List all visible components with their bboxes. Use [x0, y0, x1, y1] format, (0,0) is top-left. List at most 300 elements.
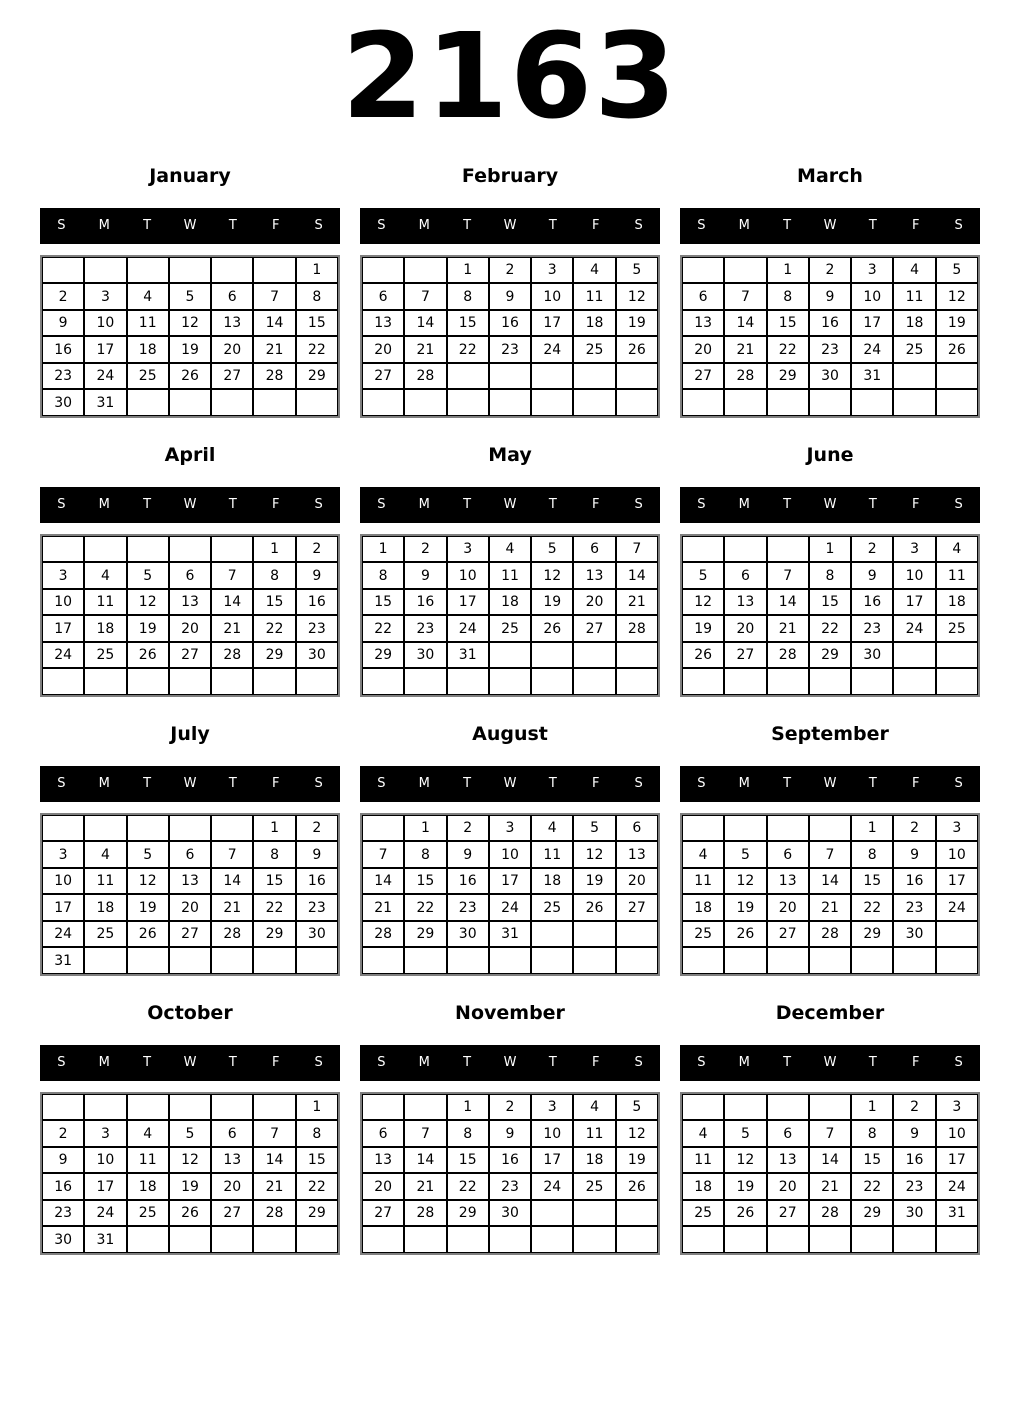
day-cell: 18 — [573, 1147, 615, 1174]
week-row — [362, 921, 658, 948]
day-cell: 26 — [573, 894, 615, 921]
week-row — [682, 257, 978, 284]
day-cell: 5 — [169, 1120, 211, 1147]
day-cell: 24 — [84, 1200, 126, 1227]
week-row — [42, 257, 338, 284]
month-title: September — [771, 722, 889, 745]
day-cell: 12 — [573, 841, 615, 868]
week-row — [362, 363, 658, 390]
week-row — [682, 363, 978, 390]
month-title: January — [149, 164, 231, 187]
day-cell: 31 — [447, 642, 489, 669]
day-cell: 1 — [404, 815, 446, 842]
week-row — [42, 1120, 338, 1147]
week-row — [362, 389, 658, 416]
day-cell: 23 — [42, 1200, 84, 1227]
day-cell: 3 — [936, 815, 978, 842]
empty-day-cell — [127, 668, 169, 695]
day-cell: 17 — [84, 1173, 126, 1200]
week-row — [42, 1226, 338, 1253]
day-cell: 23 — [809, 336, 851, 363]
month-august — [360, 713, 660, 976]
empty-day-cell — [362, 1094, 404, 1121]
day-cell: 24 — [936, 1173, 978, 1200]
empty-day-cell — [767, 668, 809, 695]
week-row — [42, 921, 338, 948]
weekday-label: F — [911, 218, 920, 234]
day-cell: 11 — [127, 310, 169, 337]
week-row — [682, 310, 978, 337]
empty-day-cell — [573, 921, 615, 948]
empty-day-cell — [531, 363, 573, 390]
empty-day-cell — [404, 947, 446, 974]
day-cell: 28 — [809, 921, 851, 948]
day-cell: 19 — [616, 1147, 658, 1174]
day-cell: 6 — [211, 283, 253, 310]
day-cell: 22 — [253, 615, 295, 642]
day-cell: 29 — [767, 363, 809, 390]
empty-day-cell — [936, 921, 978, 948]
day-cell: 17 — [936, 868, 978, 895]
day-cell: 6 — [616, 815, 658, 842]
day-cell: 3 — [936, 1094, 978, 1121]
day-cell: 3 — [84, 1120, 126, 1147]
day-cell: 14 — [362, 868, 404, 895]
empty-day-cell — [573, 1200, 615, 1227]
day-cell: 9 — [809, 283, 851, 310]
day-cell: 23 — [447, 894, 489, 921]
day-cell: 19 — [531, 589, 573, 616]
week-row — [42, 1200, 338, 1227]
weekday-label: S — [57, 1055, 66, 1071]
day-cell: 30 — [404, 642, 446, 669]
empty-day-cell — [489, 668, 531, 695]
day-cell: 15 — [296, 310, 338, 337]
day-cell: 31 — [84, 389, 126, 416]
day-cell: 13 — [211, 1147, 253, 1174]
empty-day-cell — [211, 389, 253, 416]
day-cell: 12 — [127, 868, 169, 895]
day-cell: 21 — [809, 894, 851, 921]
week-row — [682, 815, 978, 842]
day-cell: 8 — [296, 283, 338, 310]
month-days-table — [360, 1092, 660, 1255]
empty-day-cell — [296, 668, 338, 695]
empty-day-cell — [296, 389, 338, 416]
month-days-table — [680, 534, 980, 697]
day-cell: 7 — [253, 283, 295, 310]
empty-day-cell — [851, 1226, 893, 1253]
day-cell: 30 — [447, 921, 489, 948]
empty-day-cell — [724, 536, 766, 563]
weekday-label: T — [463, 497, 472, 513]
weekday-label: T — [228, 776, 237, 792]
day-cell: 12 — [616, 283, 658, 310]
week-row — [42, 668, 338, 695]
empty-day-cell — [169, 389, 211, 416]
day-cell: 8 — [851, 1120, 893, 1147]
day-cell: 9 — [851, 562, 893, 589]
day-cell: 11 — [682, 868, 724, 895]
day-cell: 1 — [296, 1094, 338, 1121]
empty-day-cell — [253, 668, 295, 695]
empty-day-cell — [127, 389, 169, 416]
month-october — [40, 992, 340, 1255]
month-june — [680, 434, 980, 697]
week-row — [362, 589, 658, 616]
day-cell: 17 — [531, 1147, 573, 1174]
empty-day-cell — [767, 536, 809, 563]
day-cell: 4 — [84, 841, 126, 868]
weekday-label: M — [738, 218, 750, 234]
day-cell: 11 — [573, 283, 615, 310]
week-row — [362, 1147, 658, 1174]
day-cell: 10 — [936, 841, 978, 868]
month-days-table — [680, 813, 980, 976]
day-cell: 25 — [489, 615, 531, 642]
day-cell: 2 — [296, 536, 338, 563]
day-cell: 22 — [296, 336, 338, 363]
day-cell: 7 — [404, 283, 446, 310]
week-row — [42, 283, 338, 310]
day-cell: 7 — [253, 1120, 295, 1147]
weekday-label: M — [418, 218, 430, 234]
day-cell: 7 — [211, 841, 253, 868]
day-cell: 4 — [573, 1094, 615, 1121]
week-row — [42, 615, 338, 642]
weekday-label: T — [228, 218, 237, 234]
day-cell: 1 — [362, 536, 404, 563]
empty-day-cell — [851, 389, 893, 416]
week-row — [42, 1147, 338, 1174]
day-cell: 17 — [84, 336, 126, 363]
day-cell: 18 — [573, 310, 615, 337]
month-days-table — [40, 255, 340, 418]
day-cell: 9 — [42, 1147, 84, 1174]
day-cell: 1 — [447, 257, 489, 284]
day-cell: 2 — [851, 536, 893, 563]
day-cell: 6 — [362, 1120, 404, 1147]
empty-day-cell — [211, 1094, 253, 1121]
empty-day-cell — [127, 536, 169, 563]
month-days-table — [40, 534, 340, 697]
day-cell: 20 — [211, 1173, 253, 1200]
day-cell: 19 — [127, 894, 169, 921]
day-cell: 10 — [84, 310, 126, 337]
day-cell: 22 — [296, 1173, 338, 1200]
day-cell: 8 — [767, 283, 809, 310]
day-cell: 6 — [682, 283, 724, 310]
week-row — [42, 536, 338, 563]
day-cell: 26 — [169, 1200, 211, 1227]
day-cell: 25 — [127, 363, 169, 390]
day-cell: 1 — [296, 257, 338, 284]
day-cell: 11 — [573, 1120, 615, 1147]
empty-day-cell — [724, 257, 766, 284]
day-cell: 25 — [573, 336, 615, 363]
day-cell: 14 — [809, 868, 851, 895]
day-cell: 16 — [404, 589, 446, 616]
week-row — [682, 283, 978, 310]
empty-day-cell — [84, 815, 126, 842]
day-cell: 10 — [936, 1120, 978, 1147]
weekday-label: W — [183, 1055, 197, 1071]
empty-day-cell — [616, 947, 658, 974]
day-cell: 15 — [447, 1147, 489, 1174]
day-cell: 5 — [682, 562, 724, 589]
empty-day-cell — [616, 921, 658, 948]
weekday-header-bar — [40, 1045, 340, 1081]
day-cell: 6 — [169, 841, 211, 868]
day-cell: 23 — [893, 1173, 935, 1200]
weekday-label: T — [783, 497, 792, 513]
day-cell: 13 — [616, 841, 658, 868]
day-cell: 20 — [169, 894, 211, 921]
weekday-label: T — [868, 1055, 877, 1071]
empty-day-cell — [893, 642, 935, 669]
empty-day-cell — [42, 815, 84, 842]
day-cell: 10 — [42, 868, 84, 895]
empty-day-cell — [724, 389, 766, 416]
month-days-table — [680, 255, 980, 418]
weekday-header-bar — [680, 766, 980, 802]
day-cell: 14 — [253, 1147, 295, 1174]
day-cell: 14 — [809, 1147, 851, 1174]
empty-day-cell — [616, 389, 658, 416]
day-cell: 11 — [84, 868, 126, 895]
weekday-label: M — [418, 776, 430, 792]
day-cell: 15 — [767, 310, 809, 337]
day-cell: 18 — [682, 894, 724, 921]
day-cell: 12 — [724, 1147, 766, 1174]
day-cell: 28 — [767, 642, 809, 669]
empty-day-cell — [362, 389, 404, 416]
day-cell: 16 — [447, 868, 489, 895]
day-cell: 28 — [809, 1200, 851, 1227]
day-cell: 13 — [682, 310, 724, 337]
week-row — [682, 894, 978, 921]
week-row — [362, 1120, 658, 1147]
weekday-label: S — [697, 218, 706, 234]
empty-day-cell — [893, 947, 935, 974]
weekday-label: M — [98, 218, 110, 234]
day-cell: 30 — [809, 363, 851, 390]
day-cell: 10 — [447, 562, 489, 589]
day-cell: 3 — [893, 536, 935, 563]
day-cell: 20 — [767, 1173, 809, 1200]
day-cell: 21 — [724, 336, 766, 363]
day-cell: 26 — [616, 1173, 658, 1200]
empty-day-cell — [682, 947, 724, 974]
day-cell: 2 — [296, 815, 338, 842]
week-row — [682, 1200, 978, 1227]
empty-day-cell — [682, 257, 724, 284]
day-cell: 30 — [893, 921, 935, 948]
day-cell: 6 — [724, 562, 766, 589]
empty-day-cell — [616, 363, 658, 390]
day-cell: 5 — [936, 257, 978, 284]
empty-day-cell — [616, 642, 658, 669]
empty-day-cell — [169, 668, 211, 695]
empty-day-cell — [84, 668, 126, 695]
weekday-label: W — [823, 776, 837, 792]
day-cell: 30 — [296, 642, 338, 669]
day-cell: 17 — [447, 589, 489, 616]
weekday-label: S — [954, 218, 963, 234]
day-cell: 26 — [127, 921, 169, 948]
empty-day-cell — [296, 1226, 338, 1253]
month-title: February — [461, 164, 559, 187]
weekday-label: W — [503, 1055, 517, 1071]
day-cell: 9 — [893, 1120, 935, 1147]
weekday-header-bar — [360, 766, 660, 802]
day-cell: 17 — [42, 615, 84, 642]
day-cell: 15 — [296, 1147, 338, 1174]
weekday-label: S — [697, 1055, 706, 1071]
month-title: May — [488, 443, 532, 466]
empty-day-cell — [767, 389, 809, 416]
empty-day-cell — [127, 947, 169, 974]
day-cell: 16 — [42, 1173, 84, 1200]
weekday-label: S — [954, 776, 963, 792]
weekday-label: F — [591, 218, 600, 234]
day-cell: 5 — [531, 536, 573, 563]
empty-day-cell — [169, 947, 211, 974]
weekday-label: S — [634, 497, 643, 513]
day-cell: 19 — [936, 310, 978, 337]
week-row — [362, 815, 658, 842]
day-cell: 14 — [767, 589, 809, 616]
empty-day-cell — [404, 389, 446, 416]
weekday-label: S — [697, 776, 706, 792]
weekday-label: F — [911, 776, 920, 792]
month-title: October — [147, 1001, 233, 1024]
empty-day-cell — [809, 815, 851, 842]
weekday-label: M — [418, 1055, 430, 1071]
weekday-label: T — [548, 497, 557, 513]
empty-day-cell — [169, 1094, 211, 1121]
empty-day-cell — [573, 642, 615, 669]
weekday-label: S — [57, 776, 66, 792]
week-row — [682, 1094, 978, 1121]
weekday-label: S — [634, 776, 643, 792]
day-cell: 2 — [42, 283, 84, 310]
day-cell: 5 — [724, 841, 766, 868]
empty-day-cell — [616, 1200, 658, 1227]
week-row — [682, 1147, 978, 1174]
empty-day-cell — [531, 921, 573, 948]
day-cell: 7 — [767, 562, 809, 589]
week-row — [682, 841, 978, 868]
weekday-label: S — [57, 218, 66, 234]
day-cell: 1 — [253, 815, 295, 842]
day-cell: 1 — [253, 536, 295, 563]
weekday-label: W — [503, 497, 517, 513]
weekday-header-bar — [680, 487, 980, 523]
day-cell: 27 — [211, 363, 253, 390]
week-row — [42, 336, 338, 363]
week-row — [42, 642, 338, 669]
weekday-label: T — [463, 218, 472, 234]
day-cell: 22 — [809, 615, 851, 642]
day-cell: 10 — [489, 841, 531, 868]
day-cell: 16 — [893, 868, 935, 895]
day-cell: 31 — [851, 363, 893, 390]
week-row — [682, 589, 978, 616]
weekday-label: M — [418, 497, 430, 513]
week-row — [362, 310, 658, 337]
day-cell: 15 — [447, 310, 489, 337]
empty-day-cell — [84, 257, 126, 284]
month-march — [680, 155, 980, 418]
week-row — [362, 841, 658, 868]
day-cell: 24 — [851, 336, 893, 363]
day-cell: 17 — [893, 589, 935, 616]
day-cell: 4 — [127, 283, 169, 310]
month-july — [40, 713, 340, 976]
empty-day-cell — [404, 668, 446, 695]
empty-day-cell — [851, 947, 893, 974]
week-row — [682, 947, 978, 974]
empty-day-cell — [531, 947, 573, 974]
empty-day-cell — [127, 257, 169, 284]
day-cell: 5 — [127, 841, 169, 868]
week-row — [362, 257, 658, 284]
empty-day-cell — [682, 1094, 724, 1121]
day-cell: 22 — [404, 894, 446, 921]
weekday-header-bar — [680, 1045, 980, 1081]
day-cell: 30 — [42, 1226, 84, 1253]
empty-day-cell — [893, 363, 935, 390]
weekday-label: T — [143, 776, 152, 792]
day-cell: 27 — [573, 615, 615, 642]
day-cell: 20 — [573, 589, 615, 616]
day-cell: 24 — [893, 615, 935, 642]
day-cell: 5 — [127, 562, 169, 589]
day-cell: 23 — [851, 615, 893, 642]
day-cell: 21 — [211, 615, 253, 642]
empty-day-cell — [682, 1226, 724, 1253]
day-cell: 21 — [616, 589, 658, 616]
empty-day-cell — [531, 668, 573, 695]
day-cell: 2 — [447, 815, 489, 842]
weekday-label: F — [591, 1055, 600, 1071]
week-row — [42, 1094, 338, 1121]
day-cell: 1 — [851, 815, 893, 842]
weekday-label: T — [548, 1055, 557, 1071]
day-cell: 16 — [42, 336, 84, 363]
day-cell: 14 — [211, 589, 253, 616]
day-cell: 22 — [767, 336, 809, 363]
day-cell: 7 — [724, 283, 766, 310]
day-cell: 9 — [489, 283, 531, 310]
day-cell: 2 — [404, 536, 446, 563]
weekday-label: T — [143, 497, 152, 513]
empty-day-cell — [169, 536, 211, 563]
day-cell: 30 — [296, 921, 338, 948]
day-cell: 19 — [169, 336, 211, 363]
day-cell: 18 — [84, 615, 126, 642]
month-may — [360, 434, 660, 697]
day-cell: 17 — [936, 1147, 978, 1174]
day-cell: 8 — [362, 562, 404, 589]
weekday-label: M — [98, 1055, 110, 1071]
weekday-label: T — [143, 218, 152, 234]
weekday-label: M — [738, 1055, 750, 1071]
weekday-label: S — [634, 1055, 643, 1071]
day-cell: 4 — [84, 562, 126, 589]
day-cell: 11 — [84, 589, 126, 616]
